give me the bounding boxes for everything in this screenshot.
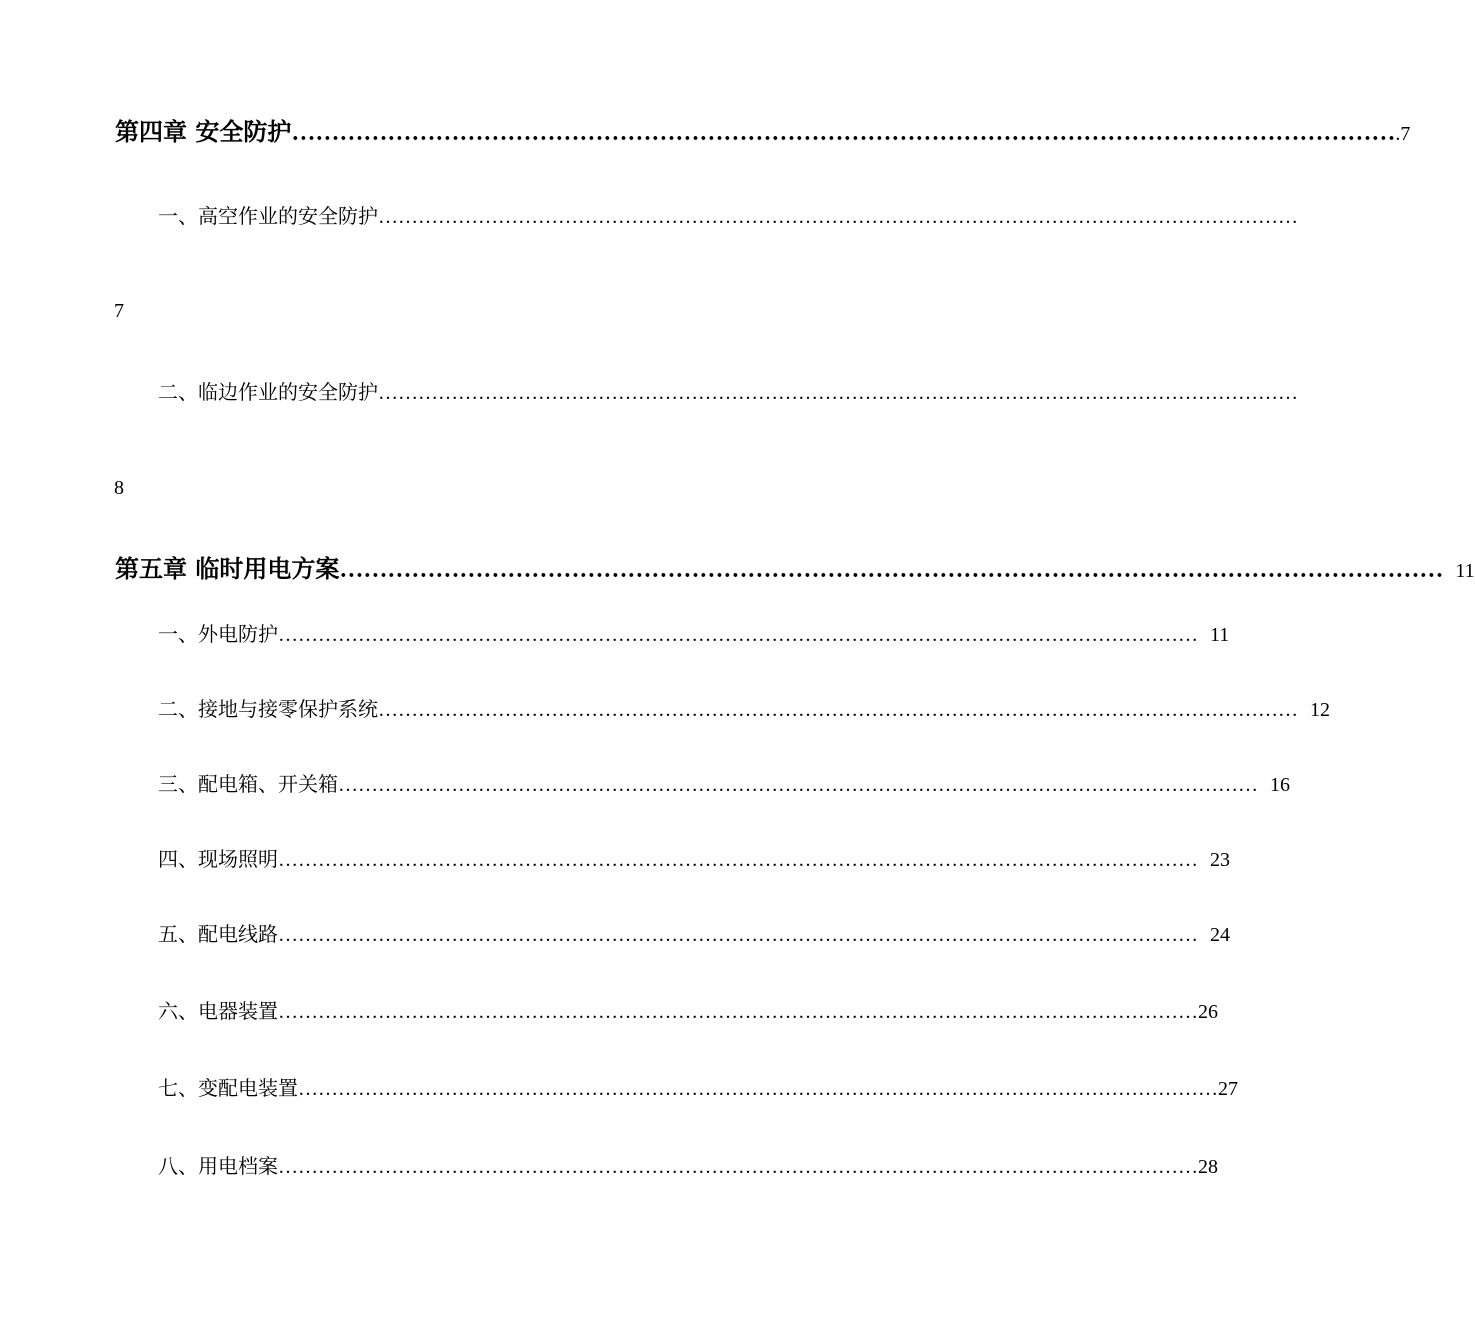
toc-page-number: 12 <box>1310 699 1330 721</box>
toc-title: 二、接地与接零保护系统 <box>158 697 378 721</box>
toc-chapter-4 <box>115 112 1411 147</box>
toc-page-number: 11 <box>1210 624 1230 646</box>
toc-page-number: 16 <box>1270 774 1290 796</box>
toc-section-4-1 <box>158 200 1298 229</box>
toc-title: 六、电器装置 <box>158 999 278 1023</box>
toc-title: 二、临边作业的安全防护 <box>158 380 378 404</box>
toc-title: 三、配电箱、开关箱 <box>158 772 338 796</box>
leader-dots: ………………………………………………………………………………………………………………………… <box>278 924 1198 946</box>
leader-dots: ………………………………………………………………………………………………………………………… <box>298 1078 1218 1100</box>
toc-title: 七、变配电装置 <box>158 1076 298 1100</box>
leader-dots: ………………………………………………………………………………………………………………………… <box>278 1156 1198 1178</box>
toc-page-number: 11 <box>1455 560 1475 582</box>
toc-page-number: 7 <box>114 300 124 322</box>
toc-title: 四、现场照明 <box>158 847 278 871</box>
toc-section-5-2 <box>158 693 1330 722</box>
leader-dots: ………………………………………………………………………………………………………………………… <box>278 849 1198 871</box>
leader-dots: ………………………………………………………………………………………………………………………… <box>338 774 1258 796</box>
toc-section-5-6 <box>158 995 1218 1024</box>
leader-dots: ………………………………………………………………………………………………………………………… <box>278 1001 1198 1023</box>
toc-page-number: 27 <box>1218 1078 1238 1100</box>
toc-page-number: 8 <box>114 477 124 499</box>
toc-section-5-7 <box>158 1072 1238 1101</box>
leader-dots: ………………………………………………………………………………………………………………………… <box>378 382 1298 404</box>
leader-dots: ………………………………………………………………………………………………………………………… <box>378 699 1298 721</box>
toc-page-number: 23 <box>1210 849 1230 871</box>
toc-title: 一、外电防护 <box>158 622 278 646</box>
toc-page-number: 24 <box>1210 924 1230 946</box>
toc-section-5-8 <box>158 1150 1218 1179</box>
toc-page-number: 28 <box>1198 1156 1218 1178</box>
leader-dots: ………………………………………………………………………………………………………………………… <box>291 120 1396 146</box>
toc-section-5-3 <box>158 768 1290 797</box>
toc-title: 八、用电档案 <box>158 1154 278 1178</box>
leader-dots: ………………………………………………………………………………………………………………………… <box>339 557 1444 583</box>
toc-chapter-5 <box>115 549 1475 584</box>
toc-section-4-2 <box>158 376 1298 405</box>
toc-title: 一、高空作业的安全防护 <box>158 204 378 228</box>
toc-section-5-5 <box>158 918 1230 947</box>
toc-title: 第五章 临时用电方案 <box>115 554 340 583</box>
toc-title: 五、配电线路 <box>158 922 278 946</box>
toc-section-5-1 <box>158 618 1230 647</box>
leader-dots: ………………………………………………………………………………………………………………………… <box>378 206 1298 228</box>
toc-section-5-4 <box>158 843 1230 872</box>
toc-page-number: .7 <box>1395 123 1411 145</box>
toc-title: 第四章 安全防护 <box>115 117 292 146</box>
toc-page-number: 26 <box>1198 1001 1218 1023</box>
leader-dots: ………………………………………………………………………………………………………………………… <box>278 624 1198 646</box>
